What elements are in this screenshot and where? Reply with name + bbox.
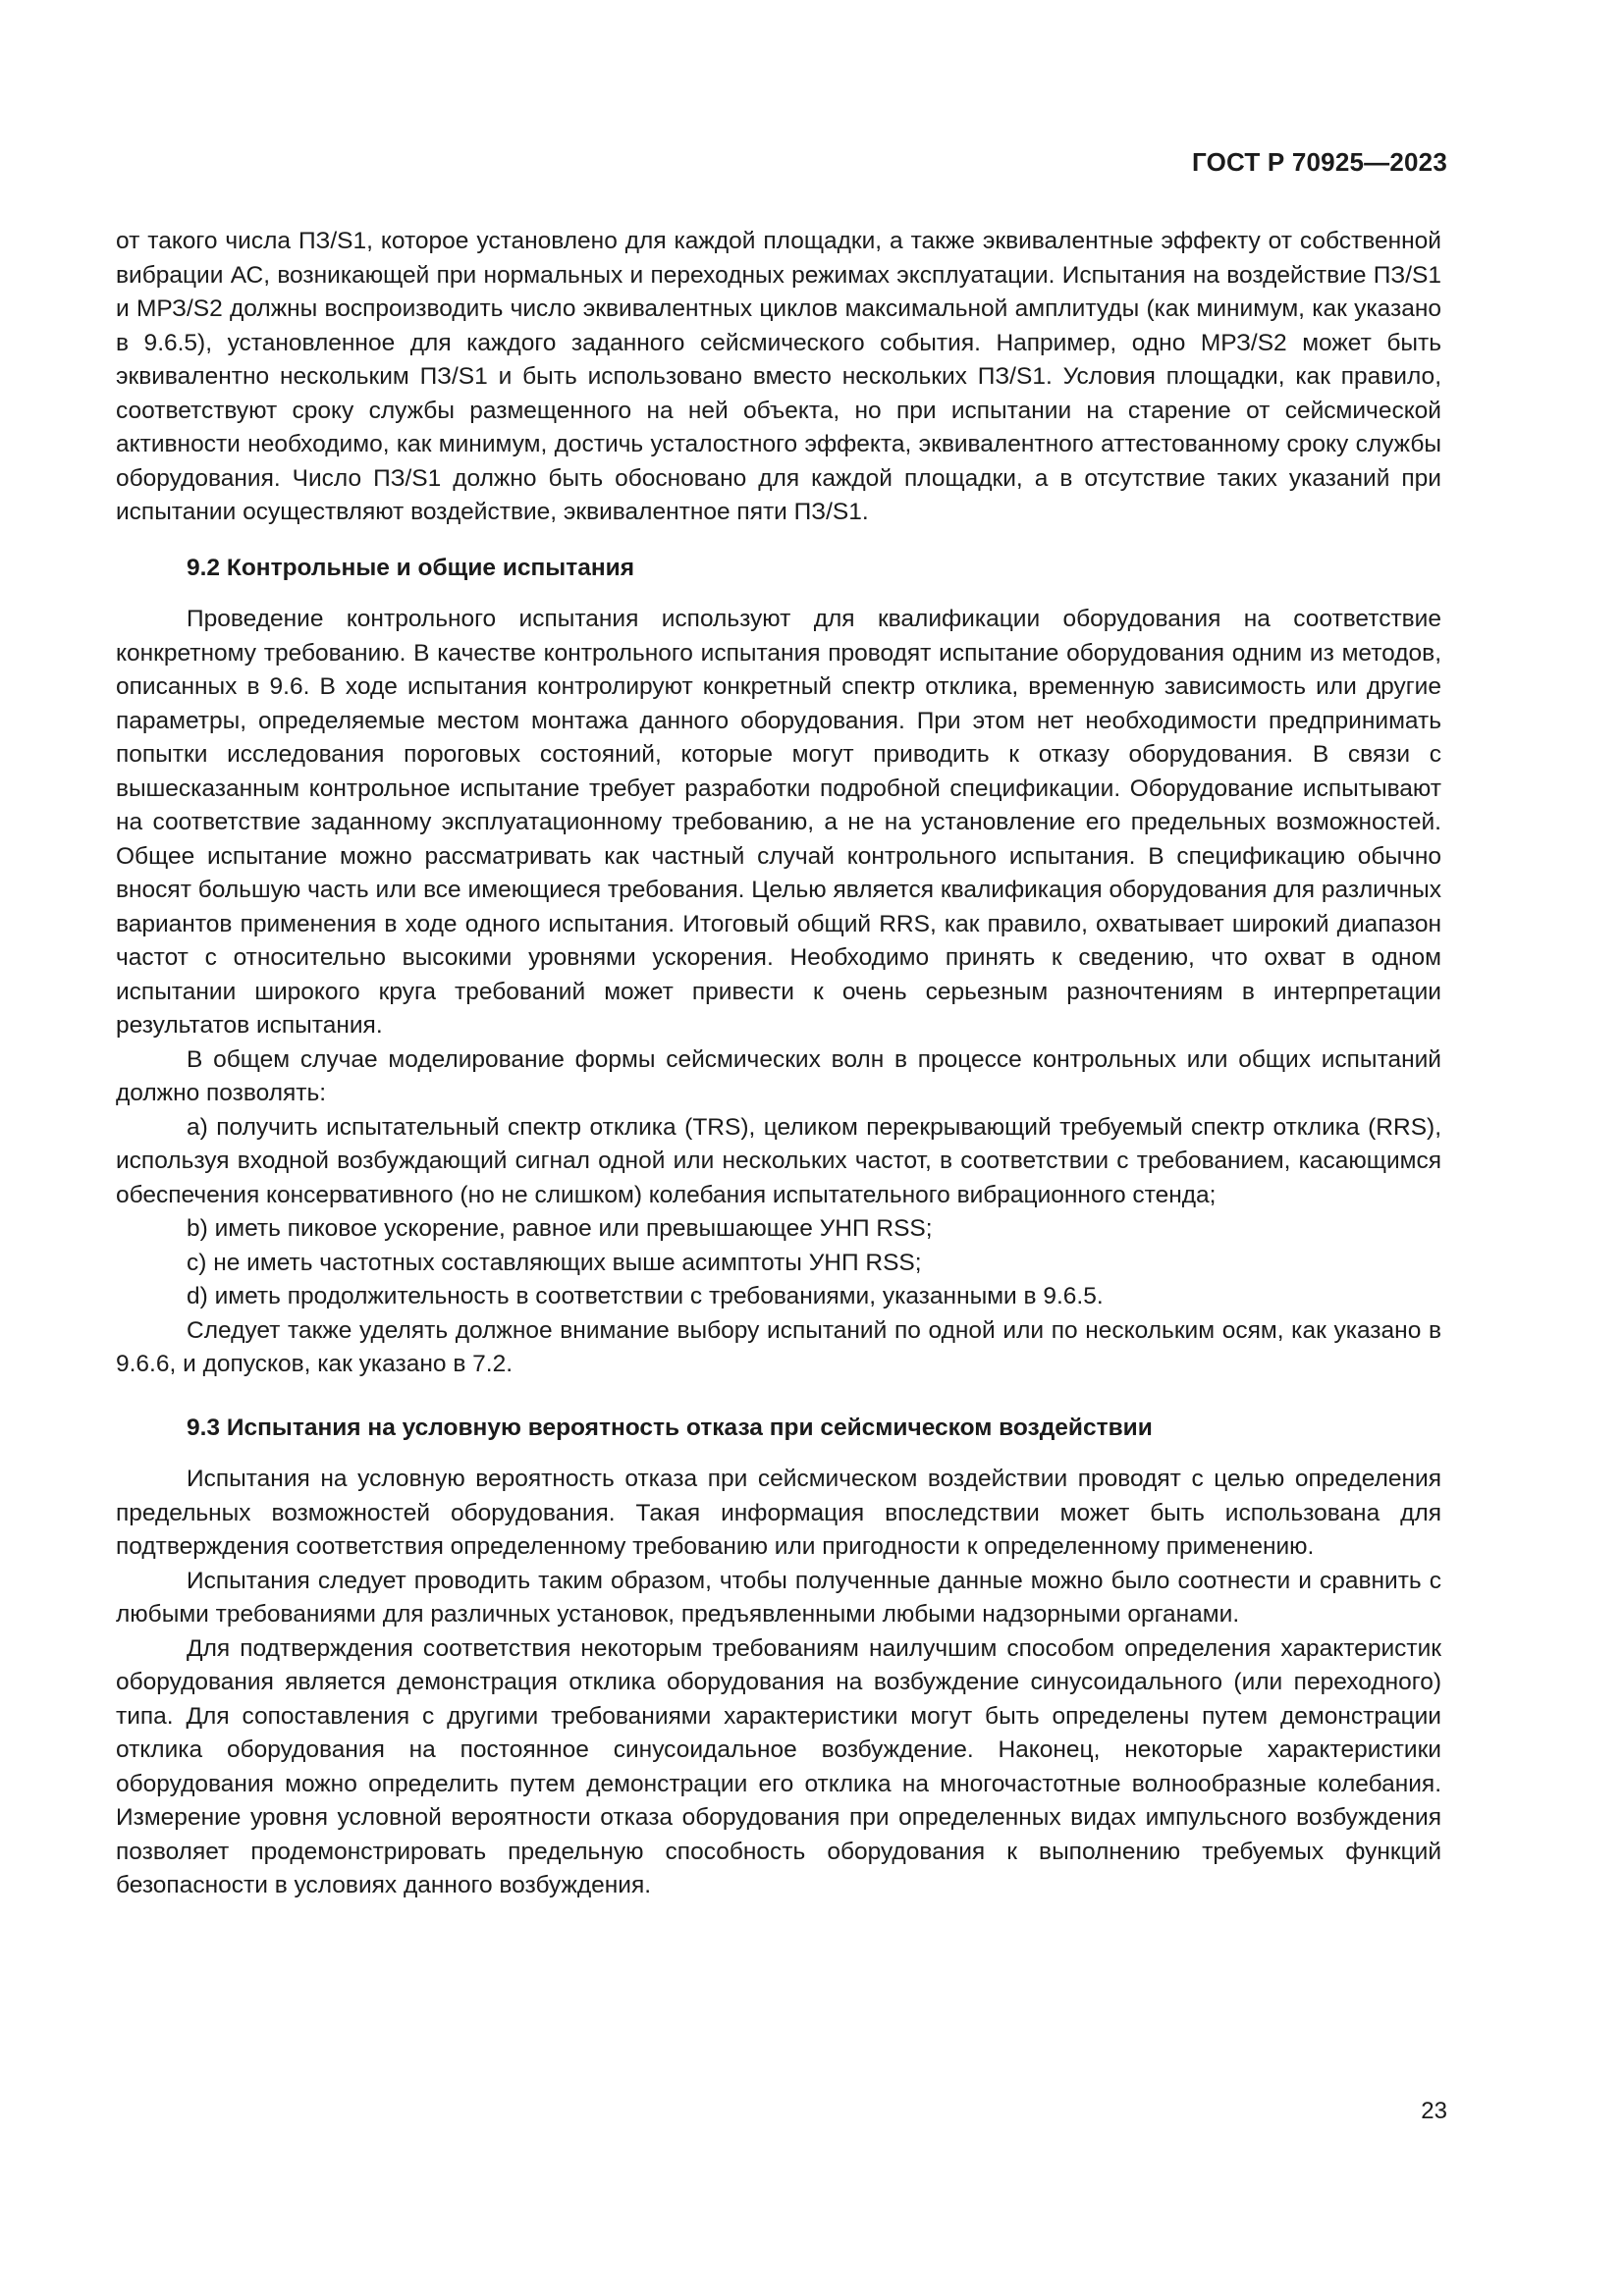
paragraph: Проведение контрольного испытания используют для квалификации оборудования на соответствие конкретному требованию. В качестве контрольного испытания проводят испытание оборудования одним из методов, описанных в 9.6. В ходе испытания контролируют конкретный спектр отклика, временную зависимость или другие параметры, определяемые местом монтажа данного оборудования. При этом нет необходимости предпринимать попытки исследования пороговых состояний, которые могут приводить к отказу оборудования. В связи с вышесказанным контрольное испытание требует разработки подробной спецификации. Оборудование испытывают на соответствие заданному эксплуатационному требованию, а не на установление его предельных возможностей. Общее испытание можно рассматривать как частный случай контрольного испытания. В спецификацию обычно вносят большую часть или все имеющиеся требования. Целью является квалификация оборудования для различных вариантов применения в ходе одного испытания. Итоговый общий RRS, как правило, охватывает широкий диапазон частот с относительно высокими уровнями ускорения. Необходимо принять к сведению, что охват в одном испытании широкого круга требований может привести к очень серьезным разночтениям в интерпретации результатов испытания.	[116, 606, 1441, 1039]
list-item-b: b) иметь пиковое ускорение, равное или превышающее УНП RSS;	[187, 1215, 933, 1242]
section-heading-9-2: 9.2 Контрольные и общие испытания	[187, 554, 635, 581]
paragraph: Для подтверждения соответствия некоторым требованиям наилучшим способом определения характеристик оборудования является демонстрация отклика оборудования на возбуждение синусоидального (или переходного) типа. Для сопоставления с другими требованиями характеристики могут быть определены путем демонстрации отклика оборудования на постоянное синусоидальное возбуждение. Наконец, некоторые характеристики оборудования можно определить путем демонстрации его отклика на многочастотные волнообразные колебания. Измерение уровня условной вероятности отказа оборудования при определенных видах импульсного возбуждения позволяет продемонстрировать предельную способность оборудования к выполнению требуемых функций безопасности в условиях данного возбуждения.	[116, 1634, 1441, 1898]
paragraph: В общем случае моделирование формы сейсмических волн в процессе контрольных или общих испытаний должно позволять:	[116, 1045, 1441, 1106]
list-item-c: c) не иметь частотных составляющих выше асимптоты УНП RSS;	[187, 1249, 922, 1276]
section-heading-9-3: 9.3 Испытания на условную вероятность отказа при сейсмическом воздействии	[187, 1414, 1153, 1441]
page-content	[116, 225, 1441, 1903]
intro-paragraph: от такого числа ПЗ/S1, которое установлено для каждой площадки, а также эквивалентные эффекту от собственной вибрации АС, возникающей при нормальных и переходных режимах эксплуатации. Испытания на воздействие ПЗ/S1 и МРЗ/S2 должны воспроизводить число эквивалентных циклов максимальной амплитуды (как минимум, как указано в 9.6.5), установленное для каждого заданного сейсмического события. Например, одно МРЗ/S2 может быть эквивалентно нескольким ПЗ/S1 и быть использовано вместо нескольких ПЗ/S1. Условия площадки, как правило, соответствуют сроку службы размещенного на ней объекта, но при испытании на старение от сейсмической активности необходимо, как минимум, достичь усталостного эффекта, эквивалентного аттестованному сроку службы оборудования. Число ПЗ/S1 должно быть обосновано для каждой площадки, а в отсутствие таких указаний при испытании осуществляют воздействие, эквивалентное пяти ПЗ/S1.	[116, 228, 1441, 525]
paragraph: Испытания следует проводить таким образом, чтобы полученные данные можно было соотнести и сравнить с любыми требованиями для различных установок, предъявленными любыми надзорными органами.	[116, 1567, 1441, 1628]
page-number: 23	[1421, 2098, 1447, 2124]
paragraph: Испытания на условную вероятность отказа при сейсмическом воздействии проводят с целью определения предельных возможностей оборудования. Такая информация впоследствии может быть использована для подтверждения соответствия определенному требованию или пригодности к определенному применению.	[116, 1466, 1441, 1560]
paragraph: Следует также уделять должное внимание выбору испытаний по одной или по нескольким осям, как указано в 9.6.6, и допусков, как указано в 7.2.	[116, 1316, 1441, 1377]
list-item-a: а) получить испытательный спектр отклика (TRS), целиком перекрывающий требуемый спектр отклика (RRS), используя входной возбуждающий сигнал одной или нескольких частот, в соответствии с требованием, касающимся обеспечения консервативного (но не слишком) колебания испытательного вибрационного стенда;	[116, 1113, 1441, 1208]
list-item-d: d) иметь продолжительность в соответствии с требованиями, указанными в 9.6.5.	[187, 1283, 1104, 1309]
document-header: ГОСТ Р 70925—2023	[1192, 147, 1447, 177]
